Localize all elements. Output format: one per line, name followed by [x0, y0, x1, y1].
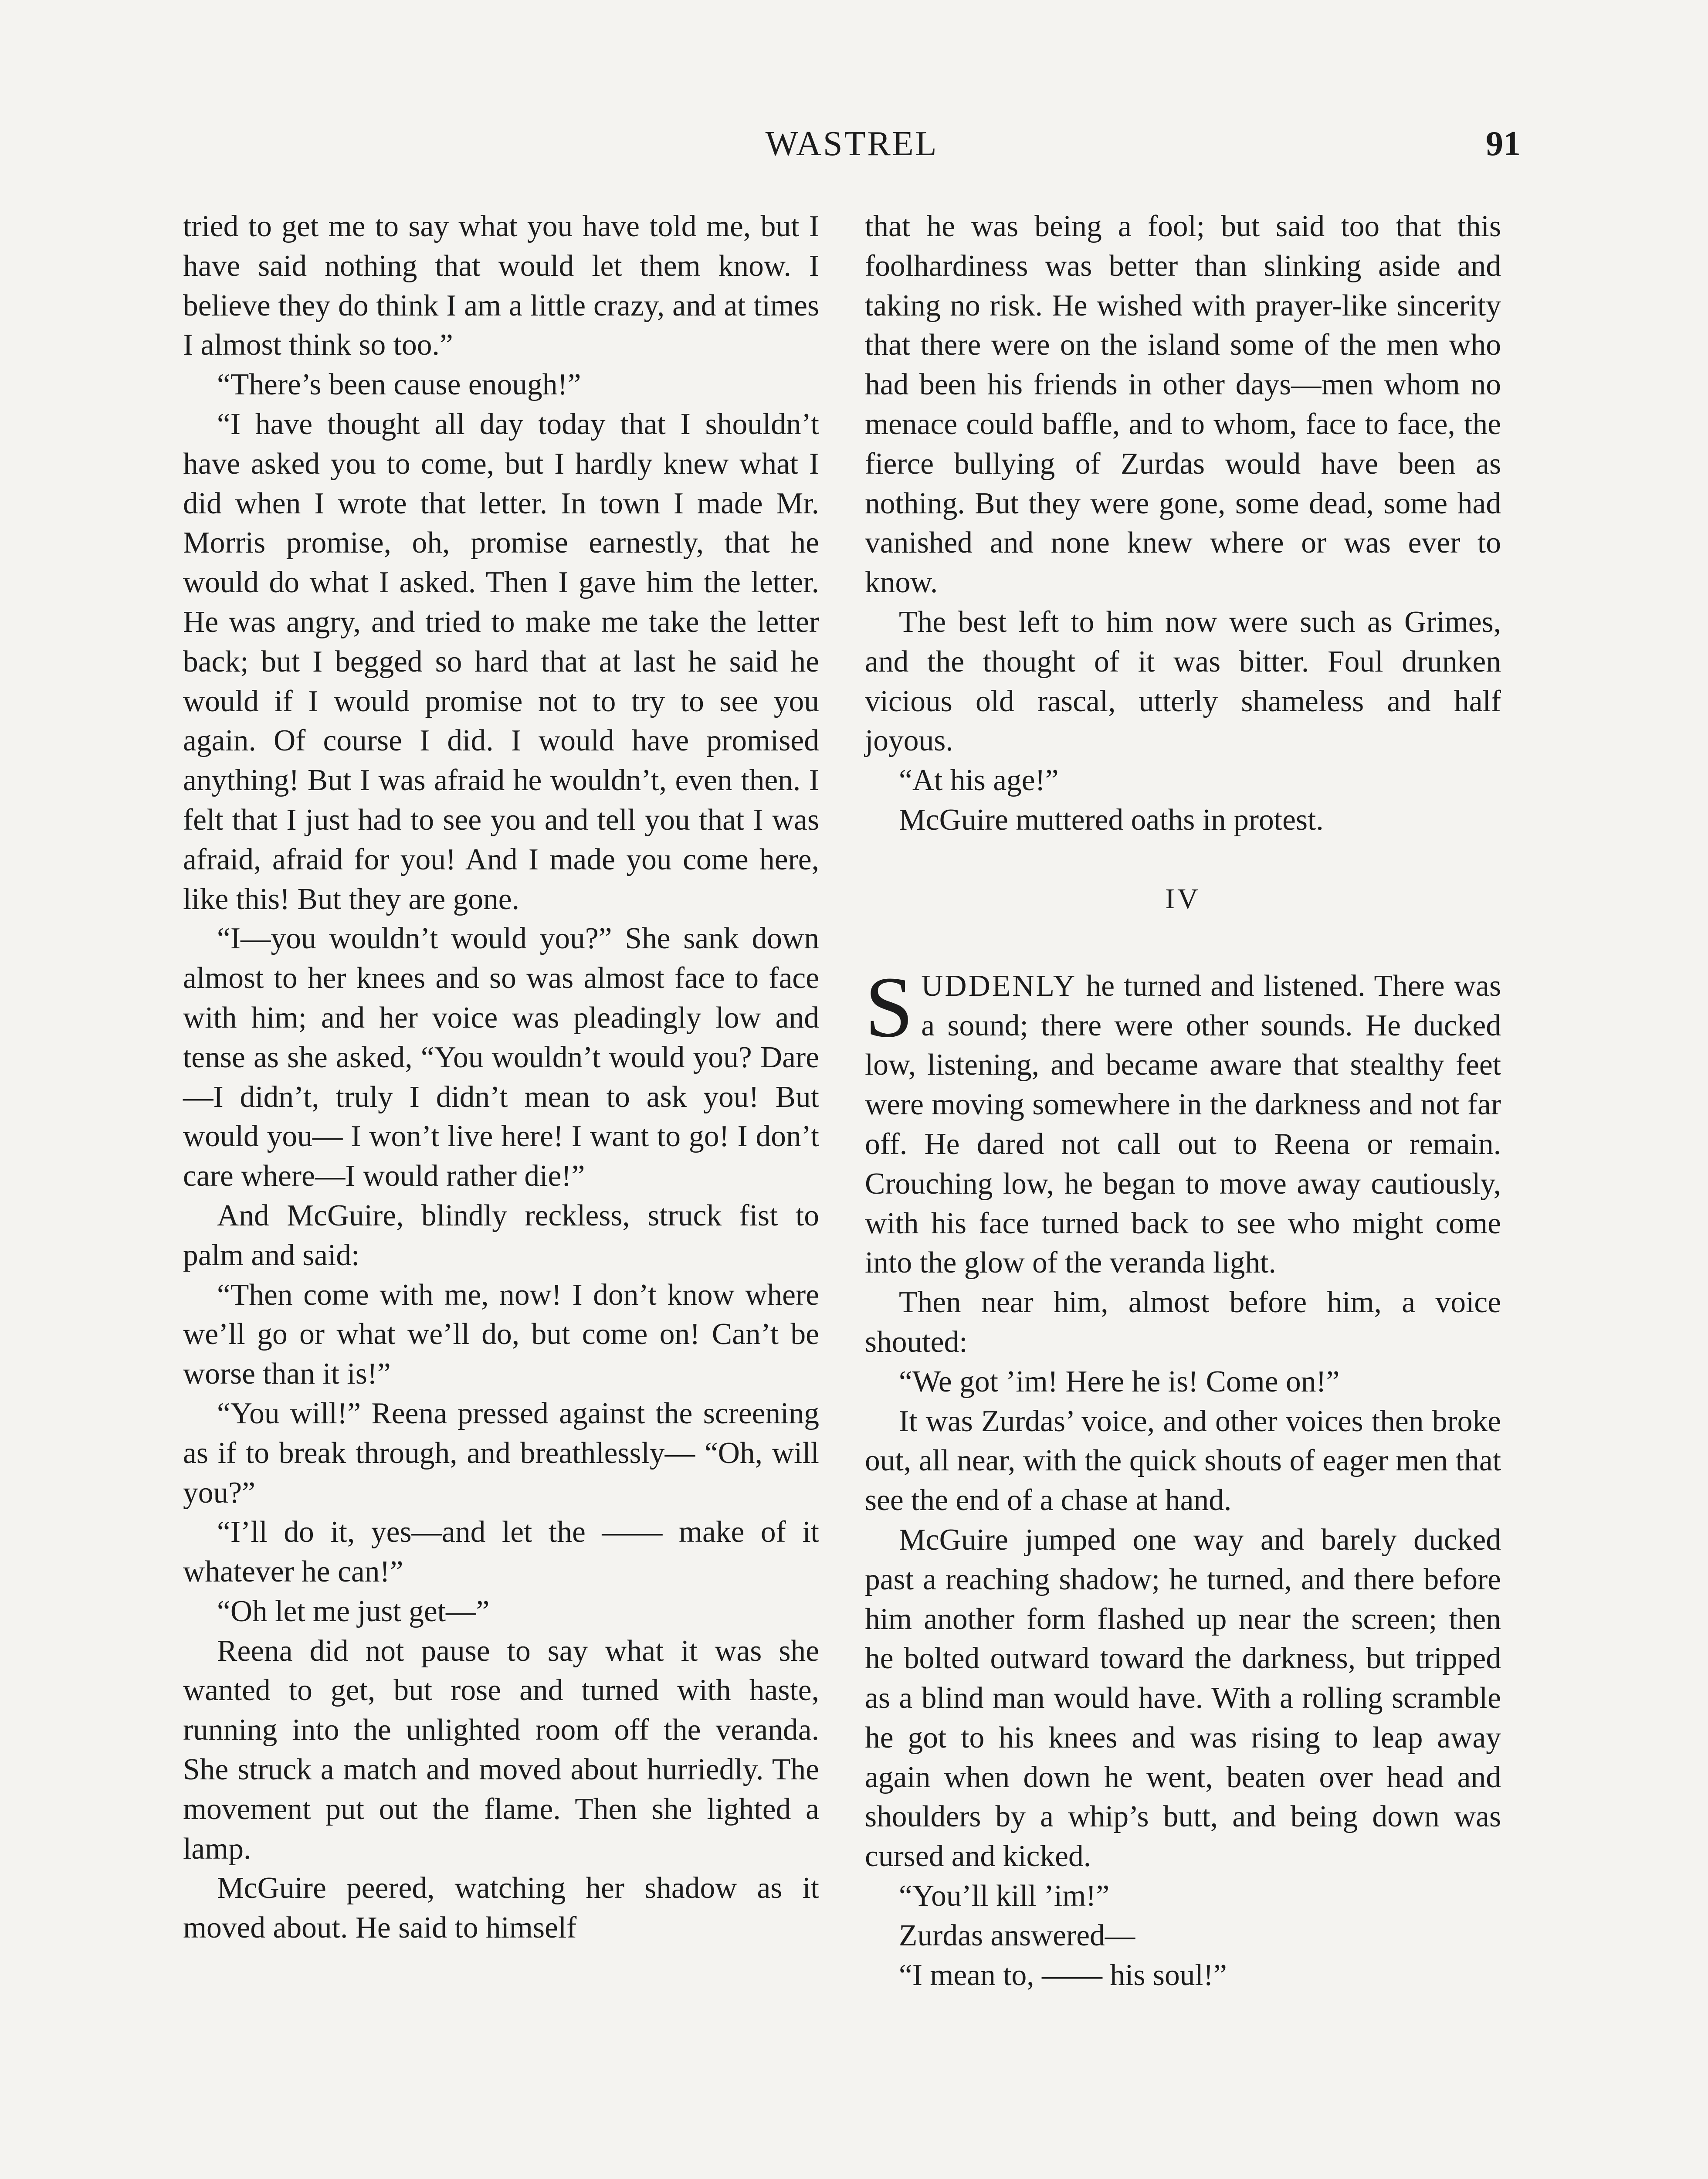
paragraph: “At his age!”	[899, 764, 1059, 798]
paragraph: “I—you wouldn’t would you?” She sank down almost to her knees and so was almost face to face with him; and her voice was pleadingly low and tense as she asked, “You wouldn’t would you? Dare —I didn’t, truly I didn’t mean to ask you! But would you— I won’t live here! I want to go! I don’t care where—I would rather die!”	[183, 922, 819, 1193]
paragraph: “Then come with me, now! I don’t know where we’ll go or what we’ll do, but come on! Can’t be worse than it is!”	[183, 1278, 819, 1391]
dropcap-word-rest: UDDENLY	[921, 969, 1077, 1003]
paragraph: that he was being a fool; but said too that this foolhardiness was better than slinking aside and taking no risk. He wished with prayer-like sincerity that there were on the island some of the men who had been his friends in other days—men whom no menace could baffle, and to whom, face to face, the fierce bullying of Zurdas would have been as nothing. But they were gone, some dead, some had vanished and none knew where or was ever to know.	[865, 210, 1501, 600]
dropcap-paragraph-rest: he turned and listened. There was a sound; there were other sounds. He ducked low, listening, and became aware that stealthy feet were moving somewhere in the darkness and not far off. He dared not call out to Reena or remain. Crouching low, he began to move away cautiously, with his face turned back to see who might come into the glow of the veranda light.	[865, 969, 1501, 1280]
paragraph: “Oh let me just get—”	[217, 1594, 490, 1628]
paragraph: “You’ll kill ’im!”	[899, 1879, 1110, 1913]
paragraph: “You will!” Reena pressed against the screening as if to break through, and breathlessly— “Oh, will you?”	[183, 1396, 819, 1510]
page-header	[183, 118, 1521, 174]
paragraph: The best left to him now were such as Grimes, and the thought of it was bitter. Foul drunken vicious old rascal, utterly shameless and half joyous.	[865, 605, 1501, 758]
paragraph: “There’s been cause enough!”	[217, 368, 581, 402]
paragraph: And McGuire, blindly reckless, struck fist to palm and said:	[183, 1198, 819, 1272]
paragraph: “I’ll do it, yes—and let the —— make of it whatever he can!”	[183, 1515, 819, 1589]
paragraph: Then near him, almost before him, a voice shouted:	[865, 1286, 1501, 1359]
paragraph: Zurdas answered—	[899, 1918, 1135, 1952]
paragraph: “We got ’im! Here he is! Come on!”	[899, 1364, 1340, 1398]
paragraph: tried to get me to say what you have told me, but I have said nothing that would let them know. I believe they do think I am a little crazy, and at times I almost think so too.”	[183, 210, 819, 362]
dropcap-paragraph	[865, 959, 1501, 1283]
right-column	[865, 207, 1501, 1995]
page-number: 91	[1486, 125, 1521, 163]
drop-cap: S	[865, 959, 914, 1056]
running-title: WASTREL	[765, 125, 939, 163]
paragraph: It was Zurdas’ voice, and other voices then broke out, all near, with the quick shouts of eager men that see the end of a chase at hand.	[865, 1404, 1501, 1517]
paragraph: McGuire jumped one way and barely ducked past a reaching shadow; he turned, and there before him another form flashed up near the screen; then he bolted outward toward the darkness, but tripped as a blind man would have. With a rolling scramble he got to his knees and was rising to leap away again when down he went, beaten over head and shoulders by a whip’s butt, and being down was cursed and kicked.	[865, 1523, 1501, 1874]
paragraph: McGuire muttered oaths in protest.	[899, 803, 1324, 837]
paragraph: McGuire peered, watching her shadow as it moved about. He said to himself	[183, 1871, 819, 1945]
paragraph: “I mean to, —— his soul!”	[899, 1958, 1227, 1992]
paragraph: “I have thought all day today that I shouldn’t have asked you to come, but I hardly knew what I did when I wrote that letter. In town I made Mr. Morris promise, oh, promise earnestly, that he would do what I asked. Then I gave him the letter. He was angry, and tried to make me take the letter back; but I begged so hard that at last he said he would if I would promise not to try to see you again. Of course I did. I would have promised anything! But I was afraid he wouldn’t, even then. I felt that I just had to see you and tell you that I was afraid, afraid for you! And I made you come here, like this! But they are gone.	[183, 407, 819, 916]
left-column	[183, 207, 819, 1948]
paragraph: Reena did not pause to say what it was she wanted to get, but rose and turned with haste, running into the unlighted room off the veranda. She struck a match and moved about hurriedly. The movement put out the flame. Then she lighted a lamp.	[183, 1634, 819, 1866]
section-heading: IV	[1165, 882, 1201, 915]
